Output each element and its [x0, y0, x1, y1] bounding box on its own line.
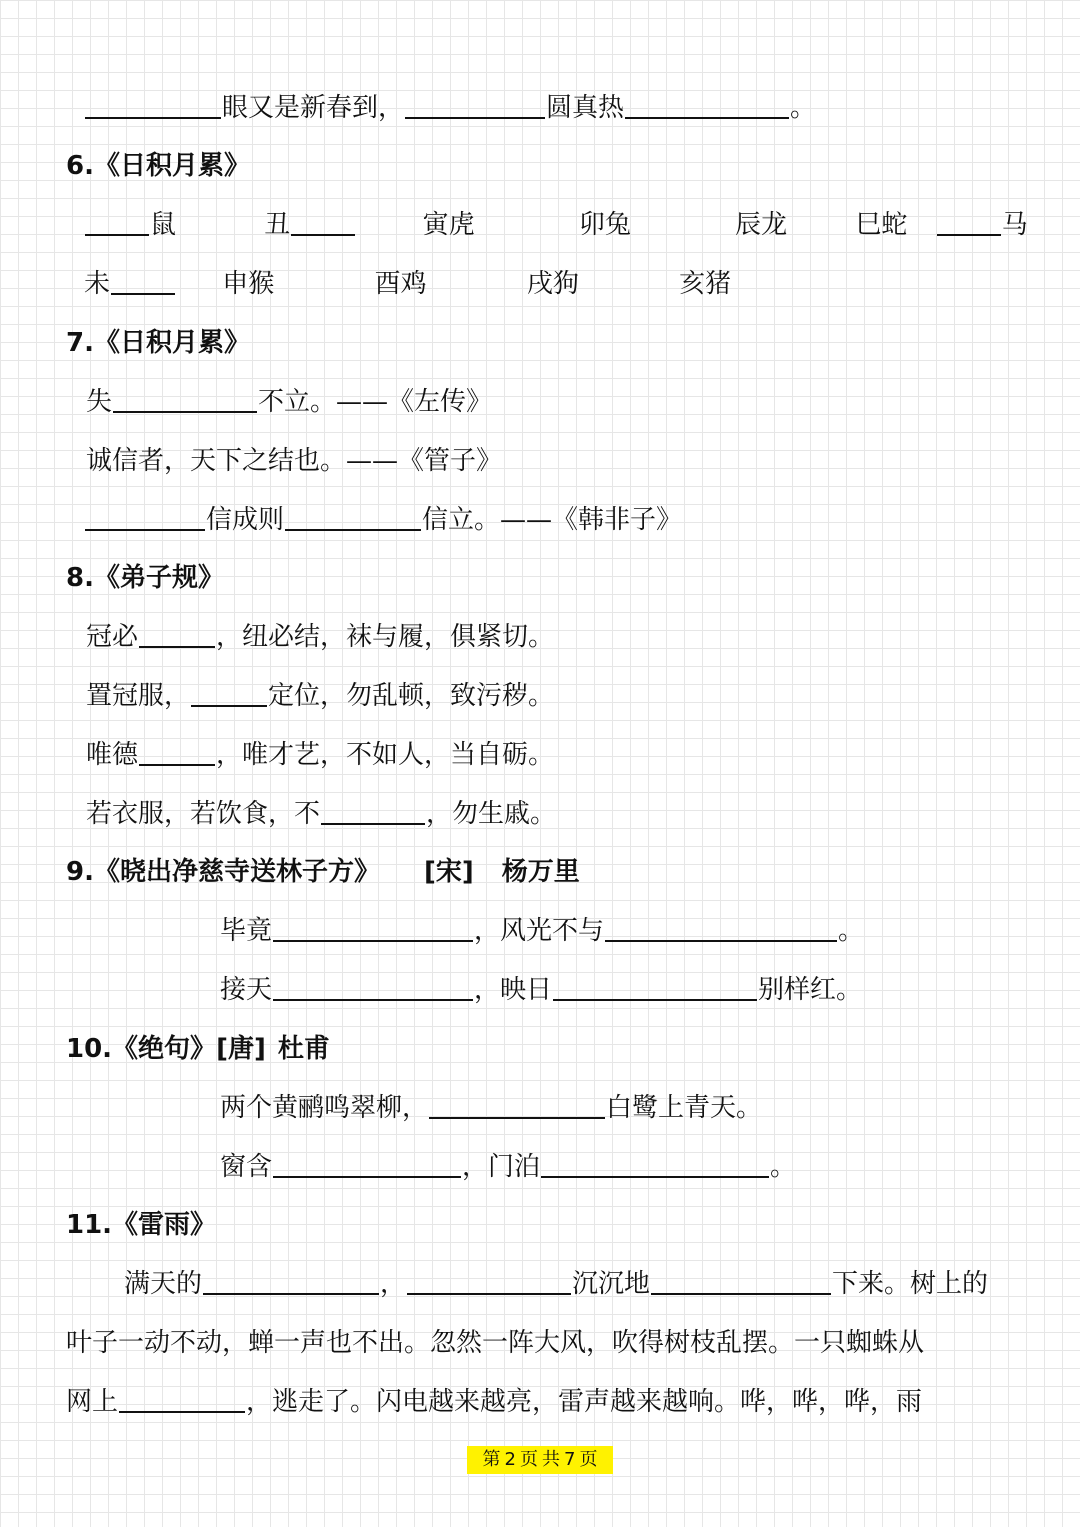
q8-line-3: 唯德 ，唯才艺，不如人，当自砺。 [86, 740, 555, 770]
fill-blank[interactable] [625, 117, 789, 119]
fill-blank[interactable] [203, 1293, 379, 1295]
q10-title-line [66, 1031, 330, 1067]
q7-line-3: 信成则 信立。——《韩非子》 [84, 502, 682, 538]
q9-title-line [66, 854, 580, 890]
fill-blank[interactable] [85, 529, 205, 531]
fill-blank[interactable] [285, 529, 421, 531]
q11-title: 11.《雷雨》 [66, 1210, 217, 1240]
q11-line-1: 满天的 ， 沉沉地 下来。树上的 [124, 1269, 989, 1299]
fill-blank[interactable] [429, 1117, 605, 1119]
q10-dynasty: [唐] [216, 1034, 266, 1064]
total-pages: 7 [564, 1449, 576, 1470]
q9-line-1: 毕竟 ，风光不与 。 [220, 916, 865, 946]
q7-line-2: 诚信者，天下之结也。——《管子》 [86, 446, 503, 476]
fill-blank[interactable] [937, 234, 1001, 236]
fill-blank[interactable] [273, 940, 473, 942]
q6-title: 6.《日积月累》 [66, 151, 250, 181]
page-number-footer: 第 2 页 共 7 页 [467, 1446, 613, 1474]
fill-blank[interactable] [605, 940, 837, 942]
q10-title: 10.《绝句》 [66, 1034, 217, 1064]
fill-blank[interactable] [85, 234, 149, 236]
fill-blank[interactable] [139, 764, 215, 766]
q8-line-4: 若衣服，若饮食，不 ，勿生戚。 [86, 799, 557, 829]
q11-line-3: 网上 ，逃走了。闪电越来越亮，雷声越来越响。哗，哗，哗，雨 [66, 1387, 923, 1417]
fill-blank[interactable] [139, 646, 215, 648]
fill-blank[interactable] [541, 1176, 769, 1178]
fill-blank[interactable] [321, 823, 425, 825]
fill-blank[interactable] [85, 117, 221, 119]
q10-author: 杜甫 [277, 1034, 330, 1064]
q6-zodiac-row-2: 未 申猴 酉鸡 戌狗 亥猪 [84, 269, 732, 299]
fill-blank[interactable] [191, 705, 267, 707]
fill-blank[interactable] [553, 999, 757, 1001]
q8-line-1: 冠必 ，纽必结，袜与履，俱紧切。 [86, 622, 555, 652]
q8-line-2: 置冠服， 定位，勿乱顿，致污秽。 [86, 681, 555, 711]
fill-blank[interactable] [405, 117, 545, 119]
fill-blank[interactable] [113, 411, 257, 413]
current-page: 2 [504, 1449, 516, 1470]
fill-blank[interactable] [407, 1293, 571, 1295]
q9-author: 杨万里 [501, 857, 580, 887]
q10-line-1: 两个黄鹂鸣翠柳， 白鹭上青天。 [220, 1093, 763, 1123]
fill-blank[interactable] [291, 234, 355, 236]
fill-blank[interactable] [273, 999, 473, 1001]
fill-blank[interactable] [651, 1293, 831, 1295]
fill-blank[interactable] [119, 1411, 245, 1413]
q9-dynasty: [宋] [423, 857, 474, 887]
q9-title: 9.《晓出净慈寺送林子方》 [66, 857, 380, 887]
q7-line-1: 失 不立。——《左传》 [86, 387, 493, 417]
fill-blank[interactable] [273, 1176, 461, 1178]
q7-title: 7.《日积月累》 [66, 328, 250, 358]
q8-title: 8.《弟子规》 [66, 563, 224, 593]
q9-line-2: 接天 ，映日 别样红。 [220, 975, 863, 1005]
q11-line-2: 叶子一动不动，蝉一声也不出。忽然一阵大风，吹得树枝乱摆。一只蜘蛛从 [66, 1328, 925, 1358]
q6-zodiac-row-1: 鼠 丑 寅虎 卯兔 辰龙 巳蛇 马 [84, 207, 1014, 243]
fill-blank[interactable] [111, 293, 175, 295]
q10-line-2: 窗含 ，门泊 。 [220, 1152, 797, 1182]
top-verse-line: 眼又是新春到， 圆真热 。 [84, 90, 816, 126]
